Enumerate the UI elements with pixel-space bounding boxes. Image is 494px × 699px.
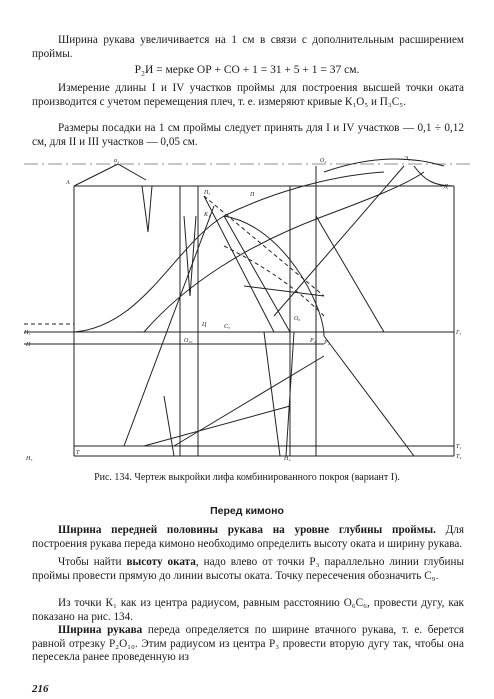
paragraph-sleeve-width-def: Ширина рукава переда определяется по ширине втачного рукава, т. е. берется равной отрезку Р₂О₁₀. Этим радиусом из центра Р₃ провести вторую дугу так, чтобы она пересекла ранее проведенную из	[32, 624, 464, 664]
svg-text:К₁: К₁	[204, 212, 211, 218]
svg-text:П₃: П₃	[204, 190, 211, 196]
svg-text:Т₄: Т₄	[456, 454, 462, 460]
paragraph-ease-sizes: Размеры посадки на 1 см проймы следует принять для I и IV участков — 0,1 ÷ 0,12 см, для II и III участков — 0,05 см.	[32, 122, 464, 148]
svg-text:Э₁: Э₁	[404, 156, 411, 162]
svg-text:О₂: О₂	[320, 158, 327, 164]
svg-text:С₅: С₅	[224, 324, 231, 330]
svg-text:Ц: Ц	[202, 322, 207, 328]
figure-caption: Рис. 134. Чертеж выкройки лифа комбинированного покроя (вариант I).	[94, 472, 400, 483]
svg-text:Н₁: Н₁	[24, 330, 31, 336]
svg-text:A: A	[66, 180, 70, 186]
svg-text:а₁: а₁	[114, 158, 120, 164]
section-heading: Перед кимоно	[210, 505, 284, 517]
bodice-pattern-drawing	[24, 156, 470, 468]
svg-text:Р₂: Р₂	[324, 340, 330, 346]
paragraph-cap-height: Чтобы найти высоту оката, надо влево от точки Р₃ параллельно линии глубины проймы провести прямую до линии высоты оката. Точку пересечения обозначить С₉.	[32, 556, 464, 582]
svg-text:Г₁: Г₁	[456, 330, 462, 336]
svg-text:Н₂: Н₂	[284, 456, 291, 462]
paragraph-arc: Из точки К₁ как из центра радиусом, равным расстоянию О₆С₆, провести дугу, как показано на рис. 134.	[32, 597, 464, 623]
svg-text:Т₁: Т₁	[456, 444, 462, 450]
page-number: 216	[32, 683, 49, 695]
paragraph-sleeve-width: Ширина рукава увеличивается на 1 см в связи с дополнительным расширением проймы.	[32, 34, 464, 60]
svg-text:О₆: О₆	[294, 316, 301, 322]
svg-text:П: П	[250, 192, 255, 198]
svg-text:Н: Н	[26, 342, 31, 348]
svg-text:Н₃: Н₃	[26, 456, 33, 462]
formula: P₂И = мерке ОР + СО + 1 = 31 + 5 + 1 = 37 см.	[134, 64, 360, 76]
paragraph-armhole-measure: Измерение длины I и IV участков проймы для построения высшей точки оката производится с учетом перемещения плеч, т. е. измеряют кривые К₁О₅ и П₃С₅.	[32, 82, 464, 108]
svg-text:Р₄: Р₄	[310, 338, 316, 344]
svg-text:О₁₀: О₁₀	[184, 338, 193, 344]
paragraph-front-sleeve: Ширина передней половины рукава на уровне глубины проймы. Для построения рукава переда кимоно необходимо определить высоту оката и ширину рукава.	[32, 524, 464, 550]
svg-text:Д: Д	[444, 184, 448, 190]
svg-text:Т: Т	[76, 450, 80, 456]
